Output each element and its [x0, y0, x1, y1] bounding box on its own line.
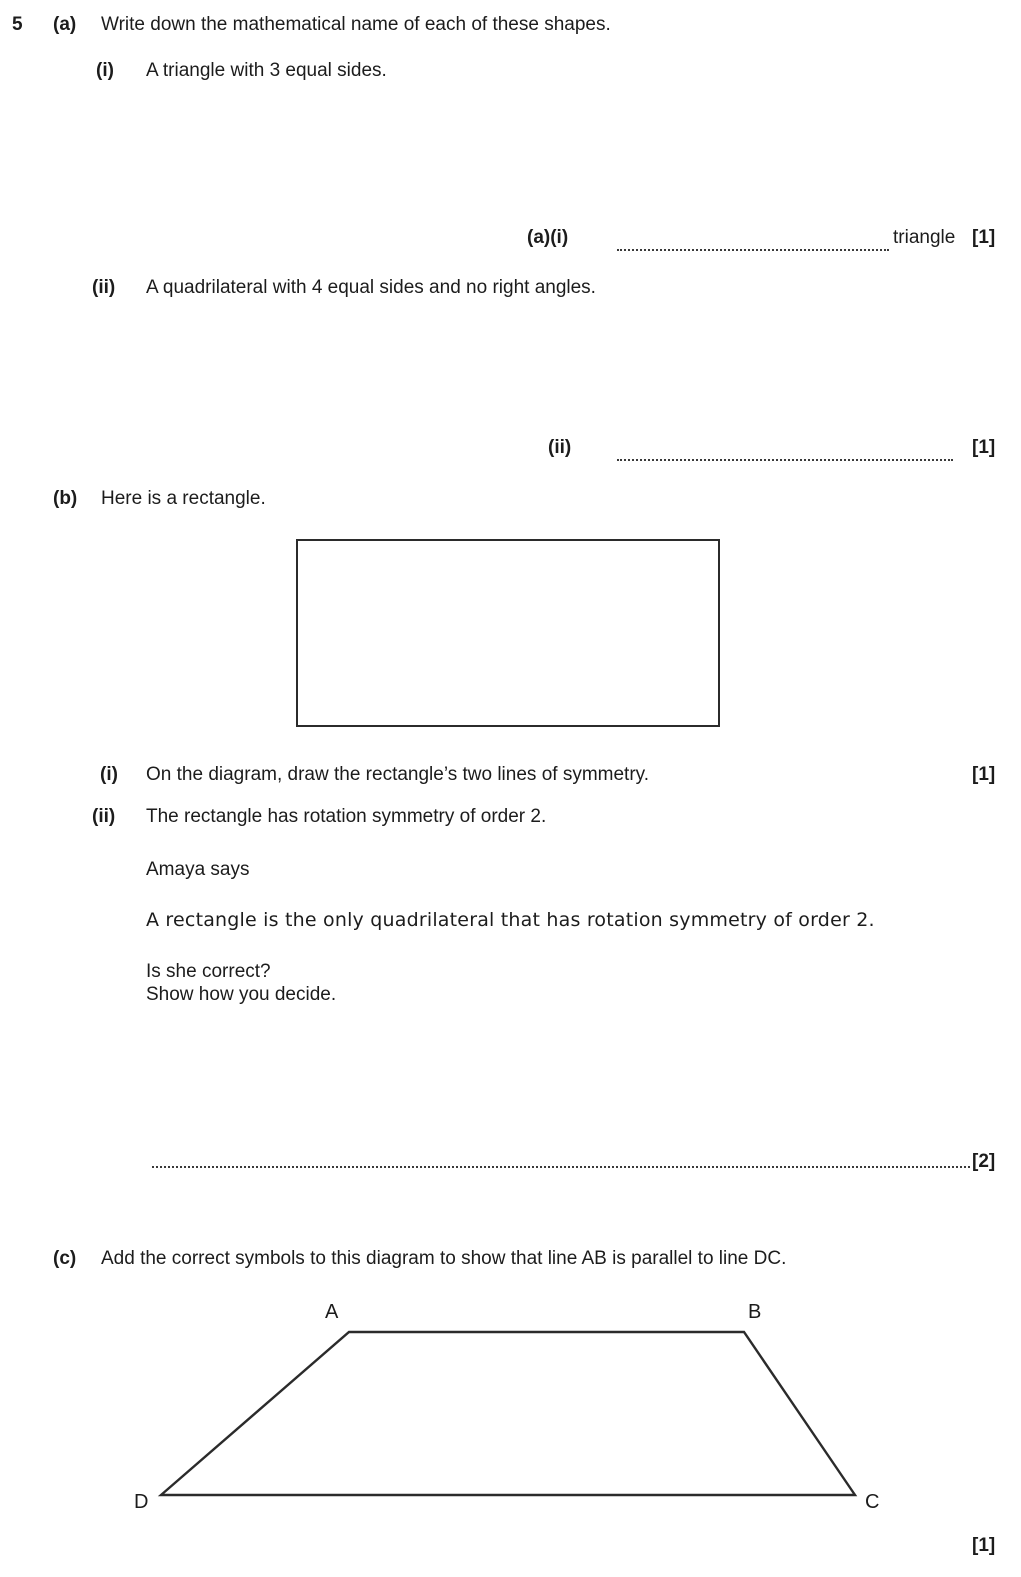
- prompt-line-2: Show how you decide.: [146, 984, 337, 1005]
- answer-line-a-i[interactable]: [617, 249, 889, 251]
- part-c-label: (c): [53, 1248, 77, 1269]
- prompt-line-1: Is she correct?: [146, 961, 271, 982]
- vertex-label-a: A: [325, 1301, 339, 1323]
- part-a-ii-label: (ii): [92, 277, 116, 298]
- answer-tag-a-i: (a)(i): [527, 227, 569, 248]
- mark-a-ii: [1]: [972, 437, 996, 458]
- answer-suffix-a-i: triangle: [893, 227, 956, 248]
- vertex-label-d: D: [134, 1491, 149, 1513]
- trapezium-outline: [161, 1332, 855, 1495]
- part-a-i-text: A triangle with 3 equal sides.: [146, 60, 387, 81]
- vertex-label-b: B: [748, 1301, 762, 1323]
- part-a-i-label: (i): [96, 60, 114, 81]
- mark-b-i: [1]: [972, 764, 996, 785]
- speaker-intro: Amaya says: [146, 859, 250, 880]
- amaya-statement: A rectangle is the only quadrilateral that has rotation symmetry of order 2.: [146, 909, 875, 931]
- part-b-label: (b): [53, 488, 78, 509]
- answer-line-b-ii[interactable]: [152, 1166, 970, 1168]
- part-b-ii-text: The rectangle has rotation symmetry of order 2.: [146, 806, 547, 827]
- answer-tag-a-ii: (ii): [548, 437, 572, 458]
- part-c-stem: Add the correct symbols to this diagram to show that line AB is parallel to line DC.: [101, 1248, 787, 1269]
- trapezium-diagram[interactable]: [120, 1290, 920, 1530]
- part-b-ii-label: (ii): [92, 806, 116, 827]
- mark-c: [1]: [972, 1535, 996, 1556]
- answer-line-a-ii[interactable]: [617, 459, 953, 461]
- part-a-stem: Write down the mathematical name of each of these shapes.: [101, 14, 611, 35]
- question-number: 5: [12, 14, 23, 35]
- part-b-i-label: (i): [100, 764, 118, 785]
- mark-b-ii: [2]: [972, 1151, 996, 1172]
- mark-a-i: [1]: [972, 227, 996, 248]
- part-a-ii-text: A quadrilateral with 4 equal sides and no right angles.: [146, 277, 596, 298]
- vertex-label-c: C: [865, 1491, 880, 1513]
- part-b-stem: Here is a rectangle.: [101, 488, 266, 509]
- part-b-i-text: On the diagram, draw the rectangle’s two lines of symmetry.: [146, 764, 650, 785]
- rectangle-diagram[interactable]: [296, 539, 720, 727]
- part-a-label: (a): [53, 14, 77, 35]
